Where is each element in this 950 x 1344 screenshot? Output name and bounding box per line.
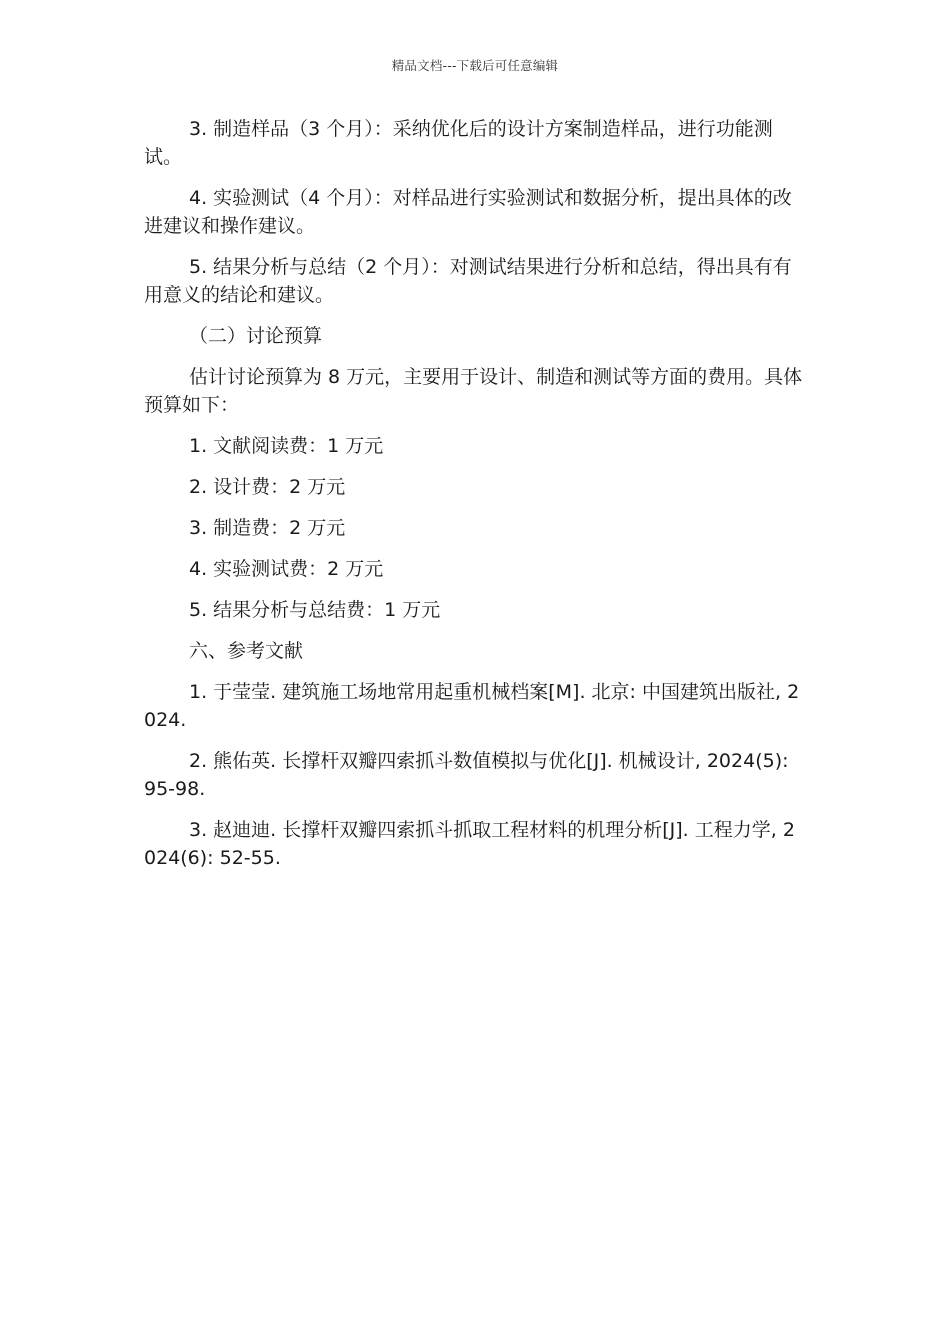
reference-3: 3. 赵迪迪. 长撑杆双瓣四索抓斗抓取工程材料的机理分析[J]. 工程力学, 2024(6): 52-55.: [144, 819, 795, 869]
document-body: [144, 115, 806, 885]
reference-2: 2. 熊佑英. 长撑杆双瓣四索抓斗数值模拟与优化[J]. 机械设计, 2024(5): 95-98.: [144, 750, 789, 800]
budget-item-1: 1. 文献阅读费：1 万元: [189, 435, 384, 457]
budget-item-4: 4. 实验测试费：2 万元: [189, 558, 384, 580]
budget-item-2: 2. 设计费：2 万元: [189, 476, 346, 498]
plan-step-4: 4. 实验测试（4 个月）：对样品进行实验测试和数据分析，提出具体的改进建议和操作建议。: [144, 187, 792, 237]
budget-item-5: 5. 结果分析与总结费：1 万元: [189, 599, 441, 621]
plan-step-5: 5. 结果分析与总结（2 个月）：对测试结果进行分析和总结，得出具有有用意义的结论和建议。: [144, 256, 792, 306]
budget-heading: （二）讨论预算: [189, 325, 323, 347]
page-header: 精品文档---下载后可任意编辑: [391, 58, 559, 73]
budget-intro: 估计讨论预算为 8 万元，主要用于设计、制造和测试等方面的费用。具体预算如下：: [144, 366, 803, 416]
reference-1: 1. 于莹莹. 建筑施工场地常用起重机械档案[M]. 北京: 中国建筑出版社, 2024.: [144, 681, 800, 731]
plan-step-3: 3. 制造样品（3 个月）：采纳优化后的设计方案制造样品，进行功能测试。: [144, 118, 773, 168]
budget-item-3: 3. 制造费：2 万元: [189, 517, 346, 539]
references-heading: 六、参考文献: [189, 640, 304, 662]
